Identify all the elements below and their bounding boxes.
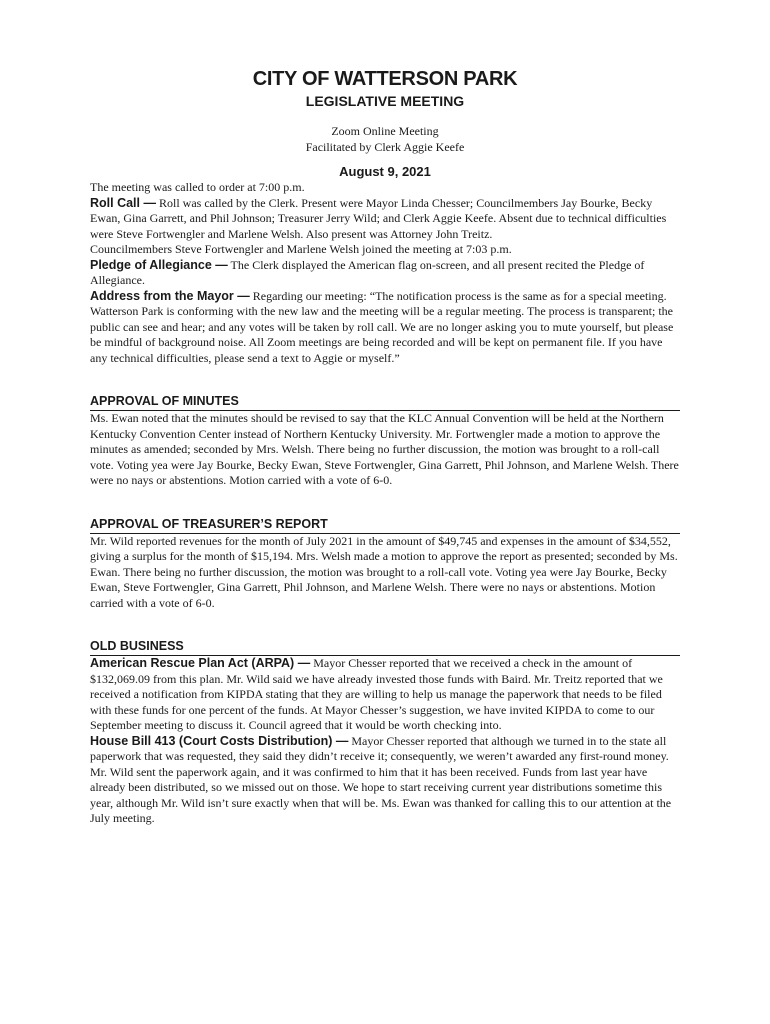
meeting-details [90, 123, 680, 155]
meeting-venue: Zoom Online Meeting [331, 124, 439, 138]
meeting-facilitator: Facilitated by Clerk Aggie Keefe [305, 140, 465, 154]
approval-of-minutes-heading: APPROVAL OF MINUTES [90, 394, 680, 411]
mayor-address-text: Regarding our meeting: “The notification process is the same as for a special meeting. Watterson Park is conforming with the new law and the meeting will be a regular meeting. The process is transparent; the public can see and hear; and any votes will be taken by roll call. We are no longer asking you to mute yourself, but please be mindful of background noise. All Zoom meetings are being recorded and will be kept on permanent file. If you have any technical difficulties, please send a text to Aggie or myself.” [90, 288, 674, 365]
treasurer-report-heading: APPROVAL OF TREASURER’S REPORT [90, 517, 680, 534]
meeting-type-title: LEGISLATIVE MEETING [305, 93, 465, 109]
roll-call-heading: Roll Call — [90, 195, 156, 210]
document-header [90, 68, 680, 180]
mayor-address-paragraph [90, 289, 680, 367]
pledge-heading: Pledge of Allegiance — [90, 257, 228, 272]
treasurer-report-section [90, 517, 680, 612]
hb413-paragraph [90, 734, 680, 827]
hb413-text: Mayor Chesser reported that although we turned in to the state all paperwork that was requested, they said they didn’t receive it; consequently, we weren’t awarded any first-round money. Mr. Wild sent the paperwork again, and it was confirmed to him that it has been received. Funds from last year have already been distributed, so we missed out on those. We hope to start receiving current year distributions sometime this year, although Mr. Wild isn’t sure exactly when that will be. Ms. Ewan was thanked for calling this to our attention at the July meeting. [90, 733, 672, 825]
pledge-paragraph [90, 258, 680, 289]
mayor-address-heading: Address from the Mayor — [90, 288, 250, 303]
arpa-heading: American Rescue Plan Act (ARPA) — [90, 656, 311, 670]
treasurer-report-text: Mr. Wild reported revenues for the month of July 2021 in the amount of $49,745 and expenses in the amount of $34,552, giving a surplus for the month of $15,194. Mrs. Welsh made a motion to approve the report as presented; seconded by Ms. Ewan. There being no further discussion, the motion was brought to a roll-call vote. Voting yea were Jay Bourke, Becky Ewan, Steve Fortwengler, Gina Garrett, Phil Johnson, and Marlene Welsh. There were no nays or abstentions. Motion carried with a vote of 6-0. [90, 533, 678, 610]
hb413-heading: House Bill 413 (Court Costs Distribution) — [90, 733, 349, 748]
pledge-text: The Clerk displayed the American flag on-screen, and all present recited the Pledge of Allegiance. [90, 257, 645, 287]
meeting-date: August 9, 2021 [339, 164, 431, 179]
approval-of-minutes-section [90, 394, 680, 489]
old-business-section [90, 639, 680, 827]
joined-note: Councilmembers Steve Fortwengler and Marlene Welsh joined the meeting at 7:03 p.m. [90, 242, 512, 256]
old-business-heading: OLD BUSINESS [90, 639, 680, 656]
city-title: CITY OF WATTERSON PARK [252, 68, 518, 90]
roll-call-text: Roll was called by the Clerk. Present were Mayor Linda Chesser; Councilmembers Jay Bourke, Becky Ewan, Gina Garrett, and Phil Johnson; Treasurer Jerry Wild; and Clerk Aggie Keefe. Absent due to technical difficulties were Steve Fortwengler and Marlene Welsh. Also present was Attorney John Treitz. [90, 195, 667, 241]
arpa-paragraph [90, 656, 680, 734]
roll-call-paragraph [90, 196, 680, 243]
approval-of-minutes-text: Ms. Ewan noted that the minutes should be revised to say that the KLC Annual Convention will be held at the Northern Kentucky Convention Center instead of Northern Kentucky University. Mr. Fortwengler made a motion to approve the minutes as amended; seconded by Mrs. Welsh. There being no further discussion, the motion was brought to a roll-call vote. Voting yea were Jay Bourke, Becky Ewan, Steve Fortwengler, Gina Garrett, Phil Johnson, and Marlene Welsh. There were no nays or abstentions. Motion carried with a vote of 6-0. [90, 411, 679, 487]
arpa-text: Mayor Chesser reported that we received a check in the amount of $132,069.09 from this plan. Mr. Wild said we have already invested those funds with Baird. Mr. Treitz reported that we received a notification from KIPDA stating that they are willing to help us manage the paperwork that needs to be filed with these funds for one percent of the funds. At Mayor Chesser’s suggestion, we have invited KIPDA to come to our September meeting to discuss it. Council agreed that it would be worth checking into. [90, 656, 663, 732]
call-to-order: The meeting was called to order at 7:00 p.m. [90, 180, 305, 194]
